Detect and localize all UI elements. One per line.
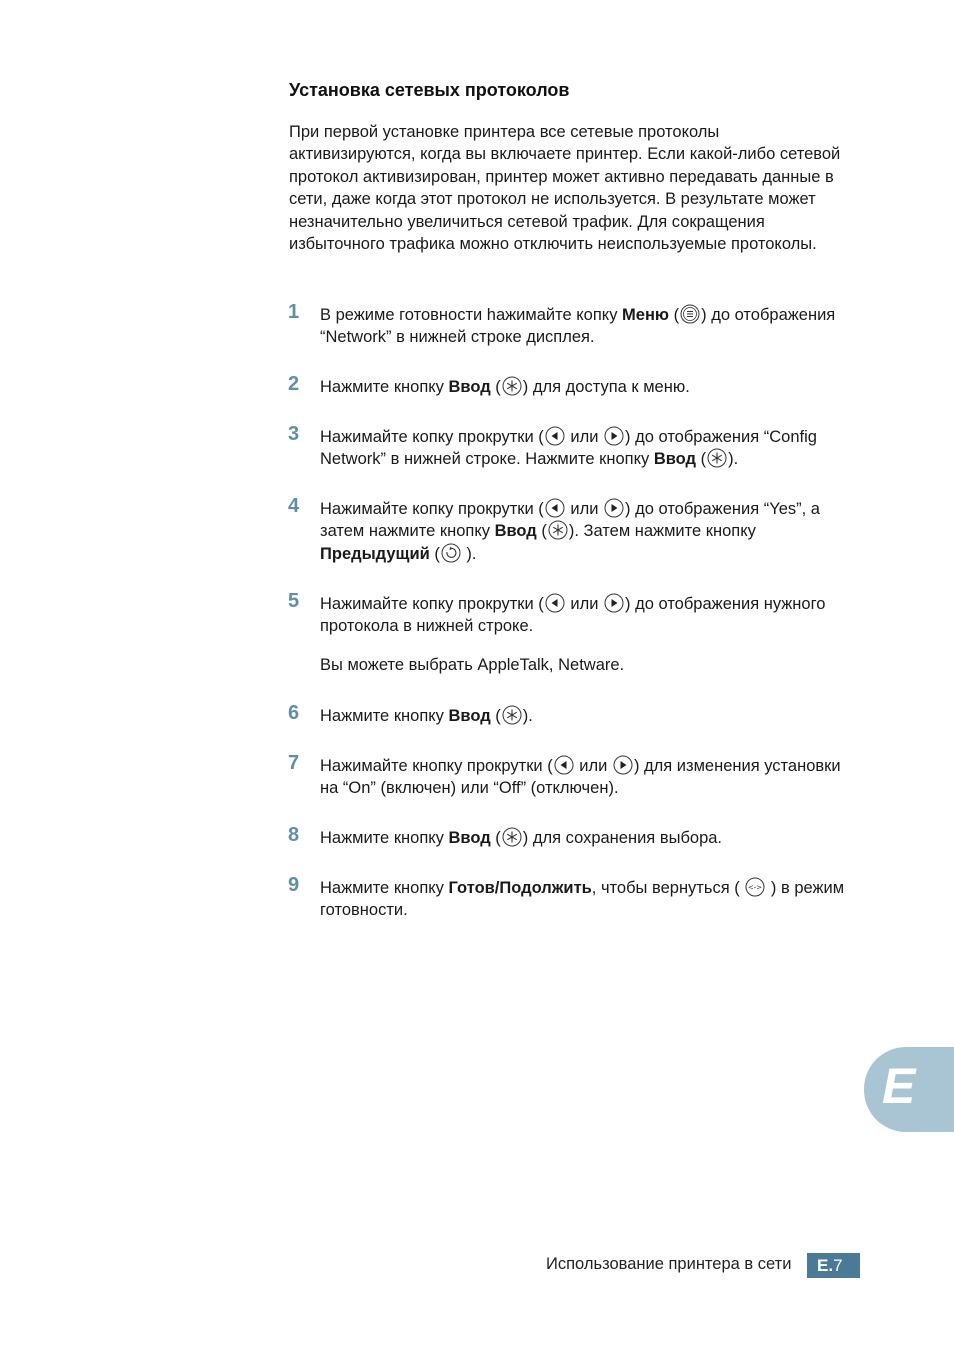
go-on-button-icon [745,877,765,897]
enter-button-icon [707,448,727,468]
section-heading: Установка сетевых протоколов [289,80,570,100]
step-number-6: 6 [288,702,300,724]
step-5-text: Нажимайте копку прокрутки ( или ) до отображения нужного протокола в нижней строке. Вы можете выбрать AppleTalk, Netware. [320,593,860,676]
back-button-icon [441,543,461,563]
intro-text: При первой установке принтера все сетевые протоколы активизируются, когда вы включаете принтер. Если какой-либо сетевой протокол активизирован, принтер может активно передавать данные в сети, даже когда этот протокол не используется. В результате может незначительно увеличиться сетевой трафик. Для сокращения избыточного трафика можно отключить неиспользуемые протоколы. [289,123,841,254]
scroll-left-icon [545,498,565,518]
intro-paragraph [289,121,849,255]
chapter-tab [864,1047,954,1132]
page-number: 7 [833,1256,843,1275]
scroll-left-icon [545,593,565,613]
scroll-right-icon [604,593,624,613]
footer-title: Использование принтера в сети [546,1255,792,1273]
step-number-9: 9 [288,874,300,896]
step-number-1: 1 [288,301,300,323]
menu-button-icon [680,304,700,324]
enter-button-icon [502,827,522,847]
enter-button-icon [548,520,568,540]
step-2-text: Нажмите кнопку Ввод ( ) для доступа к меню. [320,378,690,396]
step-number-3: 3 [288,423,300,445]
scroll-right-icon [604,498,624,518]
scroll-left-icon [545,426,565,446]
scroll-left-icon [554,755,574,775]
scroll-right-icon [613,755,633,775]
step-7-text: Нажимайте кнопку прокрутки ( или ) для изменения установки на “On” (включен) или “Off” (отключен). [320,757,841,798]
step-6-text: Нажмите кнопку Ввод ( ). [320,707,533,725]
chapter-tab-letter: E [882,1058,916,1114]
page-number-badge [807,1253,860,1278]
page-section: E. [817,1256,834,1275]
step-4-text: Нажимайте копку прокрутки ( или ) до отображения “Yes”, а затем нажмите кнопку Ввод ( ). Затем нажмите кнопку Предыдущий ( ). [320,500,820,563]
step-3-text: Нажимайте копку прокрутки ( или ) до отображения “Config Network” в нижней строке. Нажмите кнопку Ввод ( ). [320,428,817,469]
enter-button-icon [502,705,522,725]
step-8-text: Нажмите кнопку Ввод ( ) для сохранения выбора. [320,829,723,847]
step-number-4: 4 [288,495,300,517]
step-number-8: 8 [288,824,300,846]
step-number-2: 2 [288,373,300,395]
step-1-text: В режиме готовности hажимайте копку Меню ( ) до отображения “Network” в нижней строке дисплея. [320,306,836,347]
step-number-7: 7 [288,752,300,774]
scroll-right-icon [604,426,624,446]
step-5-note: Вы можете выбрать AppleTalk, Netware. [320,655,625,674]
step-number-5: 5 [288,590,300,612]
step-9-text: Нажмите кнопку Готов/Подолжить, чтобы вернуться ( ) в режим готовности. [320,879,845,920]
enter-button-icon [502,376,522,396]
